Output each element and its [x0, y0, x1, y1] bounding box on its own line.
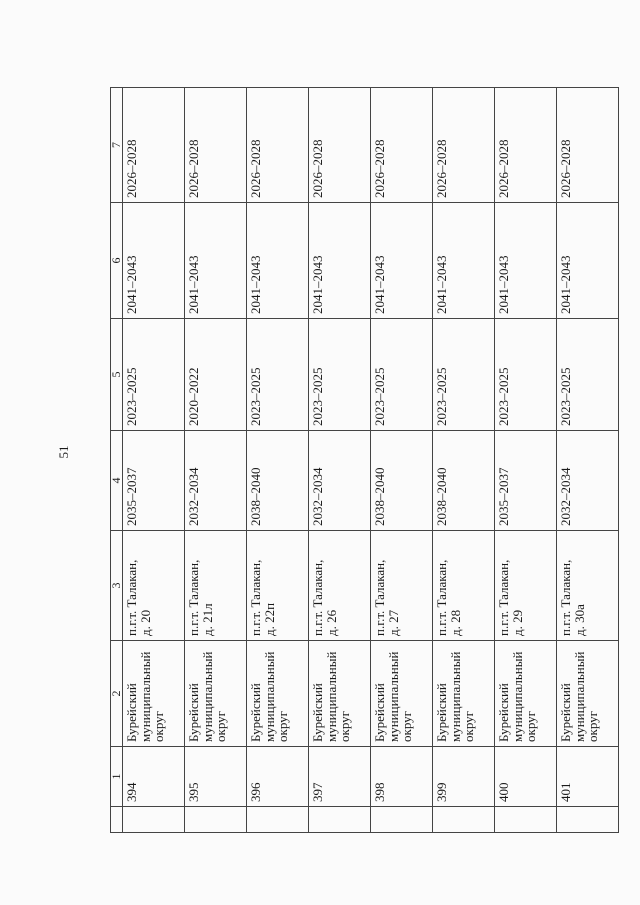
cell-period-col5: 2023–2025 — [309, 319, 371, 431]
cell-period-col7: 2026–2028 — [557, 88, 619, 203]
address-line: д. 22п — [261, 602, 277, 636]
municipality-line: округ — [399, 711, 415, 742]
municipality-line: муниципальный — [261, 651, 277, 742]
table-row — [433, 88, 495, 833]
cell-period-col4: 2038–2040 — [247, 431, 309, 531]
header-cell: 3 — [111, 531, 123, 641]
table-row — [309, 88, 371, 833]
header-cell: 4 — [111, 431, 123, 531]
cell-period-col4: 2032–2034 — [185, 431, 247, 531]
cell-period-col7: 2026–2028 — [123, 88, 185, 203]
cell-address — [371, 531, 433, 641]
cell-period-col4: 2035–2037 — [123, 431, 185, 531]
cell-period-col5: 2023–2025 — [557, 319, 619, 431]
address-line: д. 26 — [323, 609, 339, 636]
municipality-line: Бурейский — [124, 683, 139, 742]
municipality-line: округ — [213, 711, 229, 742]
address-line: п.г.т. Талакан, — [186, 559, 201, 636]
municipality-line: округ — [585, 711, 601, 742]
municipality-line: Бурейский — [372, 683, 387, 742]
table-row — [247, 88, 309, 833]
cell-period-col6: 2041–2043 — [309, 203, 371, 319]
address-line: п.г.т. Талакан, — [372, 559, 387, 636]
cell-period-col4: 2038–2040 — [371, 431, 433, 531]
municipality-line: округ — [461, 711, 477, 742]
municipality-line: Бурейский — [434, 683, 449, 742]
cell-period-col7: 2026–2028 — [371, 88, 433, 203]
municipality-line: муниципальный — [323, 651, 339, 742]
cell-period-col5: 2020–2022 — [185, 319, 247, 431]
cell-number: 400 — [495, 747, 557, 807]
cell-period-col7: 2026–2028 — [495, 88, 557, 203]
cell-period-col6: 2041–2043 — [557, 203, 619, 319]
header-cell: 7 — [111, 88, 123, 203]
address-line: д. 28 — [447, 609, 463, 636]
cell-period-col5: 2023–2025 — [247, 319, 309, 431]
address-line: п.г.т. Талакан, — [434, 559, 449, 636]
address-line: д. 30а — [571, 604, 587, 636]
cell-address — [185, 531, 247, 641]
cell-period-col5: 2023–2025 — [495, 319, 557, 431]
cell-period-col6: 2041–2043 — [123, 203, 185, 319]
cell-period-col4: 2032–2034 — [309, 431, 371, 531]
table-frame — [109, 88, 601, 833]
header-corner — [111, 807, 123, 833]
header-cell: 1 — [111, 747, 123, 807]
cell-period-col7: 2026–2028 — [309, 88, 371, 203]
cell-address — [309, 531, 371, 641]
cell-period-col6: 2041–2043 — [433, 203, 495, 319]
address-line: п.г.т. Талакан, — [558, 559, 573, 636]
municipality-line: муниципальный — [199, 651, 215, 742]
cell-municipality — [309, 641, 371, 747]
municipality-line: муниципальный — [385, 651, 401, 742]
cell-number: 398 — [371, 747, 433, 807]
table-row — [123, 88, 185, 833]
cell-period-col5: 2023–2025 — [433, 319, 495, 431]
cell-number: 395 — [185, 747, 247, 807]
address-line: п.г.т. Талакан, — [310, 559, 325, 636]
cell-address — [557, 531, 619, 641]
address-line: п.г.т. Талакан, — [248, 559, 263, 636]
page-number: 51 — [56, 445, 71, 459]
municipality-line: округ — [523, 711, 539, 742]
cell-municipality — [495, 641, 557, 747]
municipality-line: муниципальный — [447, 651, 463, 742]
municipality-line: Бурейский — [248, 683, 263, 742]
table-row — [185, 88, 247, 833]
cell-period-col6: 2041–2043 — [495, 203, 557, 319]
municipality-line: муниципальный — [571, 651, 587, 742]
cell-municipality — [557, 641, 619, 747]
cell-period-col5: 2023–2025 — [371, 319, 433, 431]
cell-period-col7: 2026–2028 — [185, 88, 247, 203]
municipality-line: округ — [151, 711, 167, 742]
header-row — [111, 88, 123, 833]
cell-number: 401 — [557, 747, 619, 807]
row-spacer-cell — [371, 807, 433, 833]
schedule-table — [110, 87, 619, 833]
address-line: д. 29 — [509, 609, 525, 636]
table-row — [495, 88, 557, 833]
cell-number: 394 — [123, 747, 185, 807]
cell-period-col7: 2026–2028 — [247, 88, 309, 203]
cell-period-col6: 2041–2043 — [185, 203, 247, 319]
address-line: п.г.т. Талакан, — [124, 559, 139, 636]
cell-municipality — [433, 641, 495, 747]
cell-address — [495, 531, 557, 641]
cell-address — [123, 531, 185, 641]
municipality-line: Бурейский — [496, 683, 511, 742]
cell-municipality — [371, 641, 433, 747]
cell-period-col5: 2023–2025 — [123, 319, 185, 431]
header-cell: 2 — [111, 641, 123, 747]
municipality-line: Бурейский — [186, 683, 201, 742]
municipality-line: муниципальный — [509, 651, 525, 742]
cell-period-col7: 2026–2028 — [433, 88, 495, 203]
cell-number: 399 — [433, 747, 495, 807]
municipality-line: муниципальный — [137, 651, 153, 742]
row-spacer-cell — [495, 807, 557, 833]
cell-number: 396 — [247, 747, 309, 807]
cell-address — [247, 531, 309, 641]
table-row — [371, 88, 433, 833]
row-spacer-cell — [557, 807, 619, 833]
cell-municipality — [185, 641, 247, 747]
cell-period-col4: 2032–2034 — [557, 431, 619, 531]
row-spacer-cell — [247, 807, 309, 833]
cell-address — [433, 531, 495, 641]
address-line: д. 27 — [385, 609, 401, 636]
row-spacer-cell — [433, 807, 495, 833]
address-line: д. 21л — [199, 603, 215, 636]
table-row — [557, 88, 619, 833]
cell-municipality — [247, 641, 309, 747]
municipality-line: Бурейский — [310, 683, 325, 742]
municipality-line: округ — [337, 711, 353, 742]
cell-number: 397 — [309, 747, 371, 807]
cell-period-col6: 2041–2043 — [371, 203, 433, 319]
municipality-line: Бурейский — [558, 683, 573, 742]
cell-period-col4: 2038–2040 — [433, 431, 495, 531]
cell-period-col6: 2041–2043 — [247, 203, 309, 319]
row-spacer-cell — [185, 807, 247, 833]
cell-municipality — [123, 641, 185, 747]
address-line: п.г.т. Талакан, — [496, 559, 511, 636]
row-spacer-cell — [123, 807, 185, 833]
header-cell: 6 — [111, 203, 123, 319]
row-spacer-cell — [309, 807, 371, 833]
municipality-line: округ — [275, 711, 291, 742]
header-cell: 5 — [111, 319, 123, 431]
address-line: д. 20 — [137, 609, 153, 636]
cell-period-col4: 2035–2037 — [495, 431, 557, 531]
